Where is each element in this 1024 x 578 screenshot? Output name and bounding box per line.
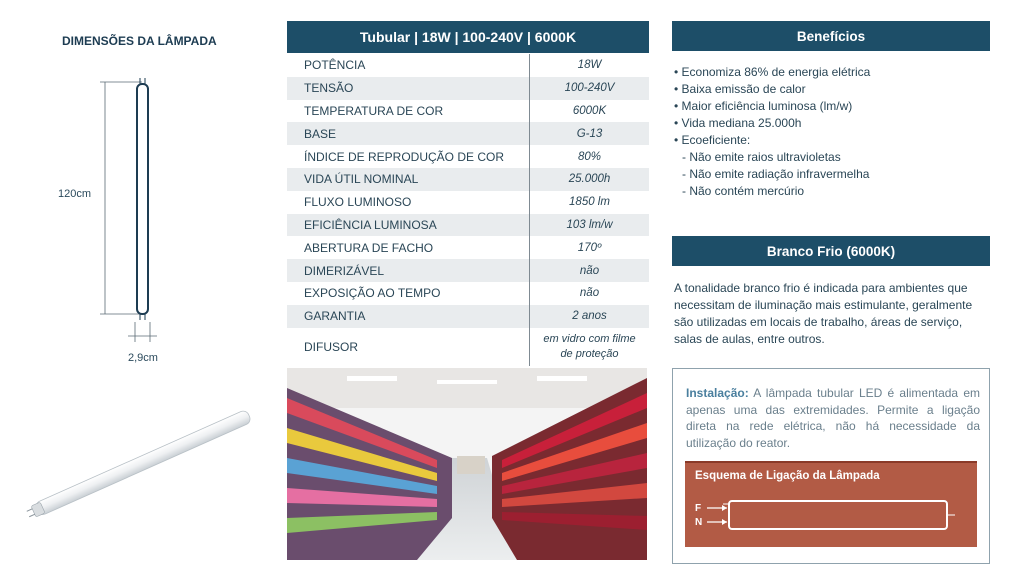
list-item: • Baixa emissão de calor (674, 82, 806, 96)
table-row (287, 214, 649, 237)
table-row (287, 236, 649, 259)
spec-label: POTÊNCIA (287, 54, 530, 77)
spec-value: 25.000h (568, 173, 611, 186)
table-row (287, 282, 649, 305)
table-row (287, 168, 649, 191)
spec-label: EXPOSIÇÃO AO TEMPO (287, 282, 530, 305)
spec-value (530, 332, 649, 362)
table-row (287, 145, 649, 168)
dimensions-title: DIMENSÕES DA LÂMPADA (62, 34, 217, 48)
table-row (287, 100, 649, 123)
list-sub-item: - Não contém mercúrio (682, 184, 805, 198)
spec-label: TEMPERATURA DE COR (287, 100, 530, 123)
spec-label: ABERTURA DE FACHO (287, 236, 530, 259)
spec-label: DIFUSOR (287, 328, 530, 366)
wiring-scheme (685, 461, 977, 547)
list-item: • Economiza 86% de energia elétrica (674, 65, 871, 79)
white-header: Branco Frio (6000K) (672, 236, 990, 266)
spec-value-line: de proteção (560, 347, 619, 360)
tube-lamp-image (18, 410, 268, 520)
spec-value: 170º (577, 241, 602, 254)
spec-value-line: em vidro com filme (543, 332, 636, 345)
spec-label: TENSÃO (287, 77, 530, 100)
table-row (287, 191, 649, 214)
installation-label: Instalação: (686, 386, 749, 400)
width-label: 2,9cm (128, 352, 158, 364)
neutral-label: N (695, 517, 703, 528)
tube-dimension-diagram (60, 70, 170, 370)
spec-value: 80% (577, 150, 602, 163)
spec-label: VIDA ÚTIL NOMINAL (287, 168, 530, 191)
store-aisle-image (287, 368, 647, 560)
spec-value: não (579, 287, 600, 300)
spec-label: EFICIÊNCIA LUMINOSA (287, 214, 530, 237)
installation-text (686, 385, 980, 451)
table-row (287, 54, 649, 77)
table-row (287, 77, 649, 100)
spec-value: 6000K (572, 104, 607, 117)
list-sub-item: - Não emite raios ultravioletas (682, 150, 841, 164)
spec-value: 18W (577, 59, 602, 72)
spec-label: GARANTIA (287, 305, 530, 328)
phase-label: F (695, 503, 702, 514)
spec-value: G-13 (576, 127, 603, 140)
spec-label: BASE (287, 122, 530, 145)
spec-value: 103 lm/w (566, 218, 613, 231)
scheme-title: Esquema de Ligação da Lâmpada (695, 470, 880, 482)
wiring-diagram (685, 493, 977, 549)
list-item: • Vida mediana 25.000h (674, 116, 802, 130)
spec-header: Tubular | 18W | 100-240V | 6000K (287, 21, 649, 53)
spec-label: DIMERIZÁVEL (287, 259, 530, 282)
spec-label: ÍNDICE DE REPRODUÇÃO DE COR (287, 145, 530, 168)
table-row (287, 122, 649, 145)
spec-value: não (579, 264, 600, 277)
list-item: • Maior eficiência luminosa (lm/w) (674, 99, 853, 113)
table-row (287, 305, 649, 328)
spec-value: 2 anos (572, 310, 607, 323)
installation-body: A lâmpada tubular LED é alimentada em apenas uma das extremidades. Permite a ligação direta na rede elétrica, não há necessidade da utilização do reator. (686, 386, 980, 450)
length-label: 120cm (58, 188, 92, 200)
table-row (287, 328, 649, 366)
benefits-header: Benefícios (672, 21, 990, 51)
installation-box (672, 368, 990, 564)
spec-value: 1850 lm (569, 196, 610, 209)
table-row (287, 259, 649, 282)
list-sub-item: - Não emite radiação infravermelha (682, 167, 870, 181)
white-description: A tonalidade branco frio é indicada para ambientes que necessitam de iluminação mais estimulante, geralmente são utilizadas em locais de trabalho, áreas de serviço, salas de aulas, entre outros. (674, 281, 973, 346)
list-item: • Ecoeficiente: (674, 133, 751, 147)
benefits-list (674, 64, 994, 200)
spec-value: 100-240V (564, 82, 615, 95)
spec-table (287, 54, 649, 366)
spec-label: FLUXO LUMINOSO (287, 191, 530, 214)
